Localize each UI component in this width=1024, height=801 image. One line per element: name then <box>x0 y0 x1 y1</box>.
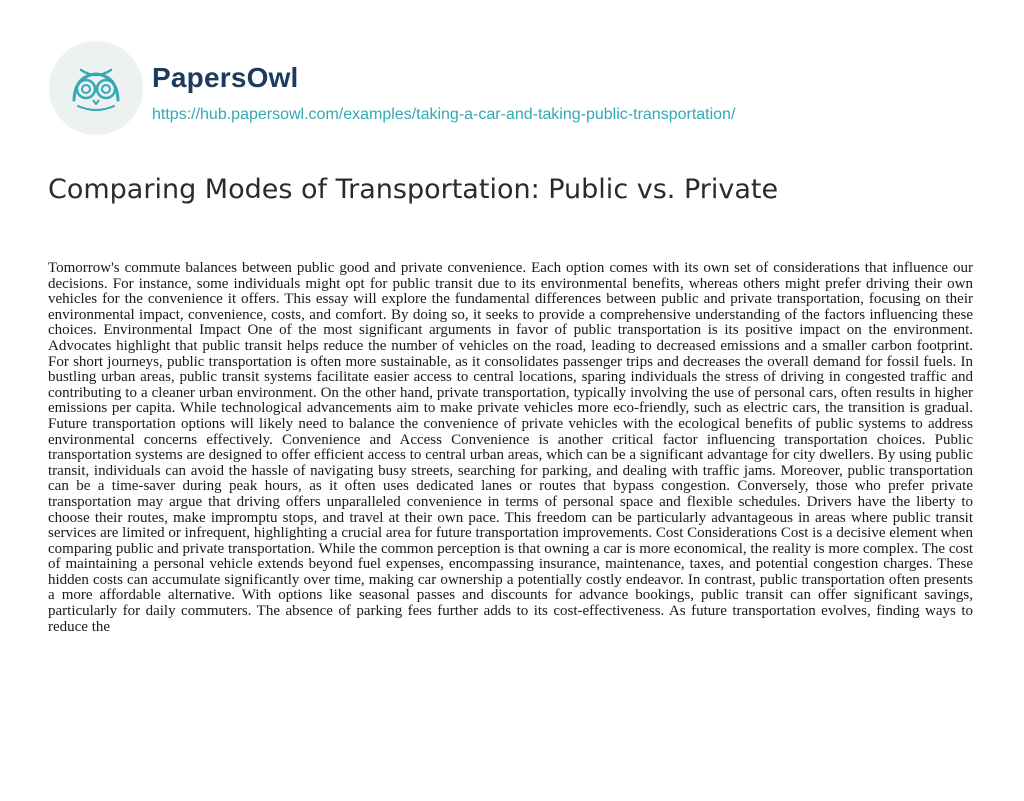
owl-logo-icon <box>48 40 144 136</box>
essay-body: Tomorrow's commute balances between public good and private convenience. Each option comes with its own set of considerations that influence our decisions. For instance, some individuals might opt for public transit due to its environmental benefits, whereas others might prefer driving their own vehicles for the convenience it offers. This essay will explore the fundamental differences between public and private transportation, focusing on their environmental impact, convenience, costs, and comfort. By doing so, it seeks to provide a comprehensive understanding of the factors influencing these choices. Environmental Impact One of the most significant arguments in favor of public transportation is its positive impact on the environment. Advocates highlight that public transit helps reduce the number of vehicles on the road, leading to decreased emissions and a smaller carbon footprint. For short journeys, public transportation is often more sustainable, as it consolidates passenger trips and decreases the overall demand for fossil fuels. In bustling urban areas, public transit systems facilitate easier access to central locations, sparing individuals the stress of driving in congested traffic and contributing to a cleaner urban environment. On the other hand, private transportation, typically involving the use of personal cars, often results in higher emissions per capita. While technological advancements aim to make private vehicles more eco-friendly, such as electric cars, the transition is gradual. Future transportation options will likely need to balance the convenience of private vehicles with the ecological benefits of public systems to address environmental concerns effectively. Convenience and Access Convenience is another critical factor influencing transportation choices. Public transportation systems are designed to offer efficient access to central urban areas, which can be a significant advantage for city dwellers. By using public transit, individuals can avoid the hassle of navigating busy streets, searching for parking, and dealing with traffic jams. Moreover, public transportation can be a time-saver during peak hours, as it often uses dedicated lanes or routes that bypass congestion. Conversely, those who prefer private transportation may argue that driving offers unparalleled convenience in terms of personal space and flexible schedules. Drivers have the liberty to choose their routes, make impromptu stops, and travel at their own pace. This freedom can be particularly advantageous in areas where public transit services are limited or infrequent, highlighting a crucial area for future transportation improvements. Cost Considerations Cost is a decisive element when comparing public and private transportation. While the common perception is that owning a car is more economical, the reality is more complex. The cost of maintaining a personal vehicle extends beyond fuel expenses, encompassing insurance, maintenance, taxes, and potential congestion charges. These hidden costs can accumulate significantly over time, making car ownership a potentially costly endeavor. In contrast, public transportation often presents a more affordable alternative. With options like seasonal passes and discounts for advance bookings, public transit can offer significant savings, particularly for daily commuters. The absence of parking fees further adds to its cost-effectiveness. As future transportation evolves, finding ways to reduce the <box>48 260 974 635</box>
brand-name: PapersOwl <box>152 62 299 93</box>
source-url-link[interactable]: https://hub.papersowl.com/examples/taking-a-car-and-taking-public-transportation/ <box>152 106 736 123</box>
page-title: Comparing Modes of Transportation: Public vs. Private <box>48 174 779 205</box>
site-header <box>48 40 988 140</box>
